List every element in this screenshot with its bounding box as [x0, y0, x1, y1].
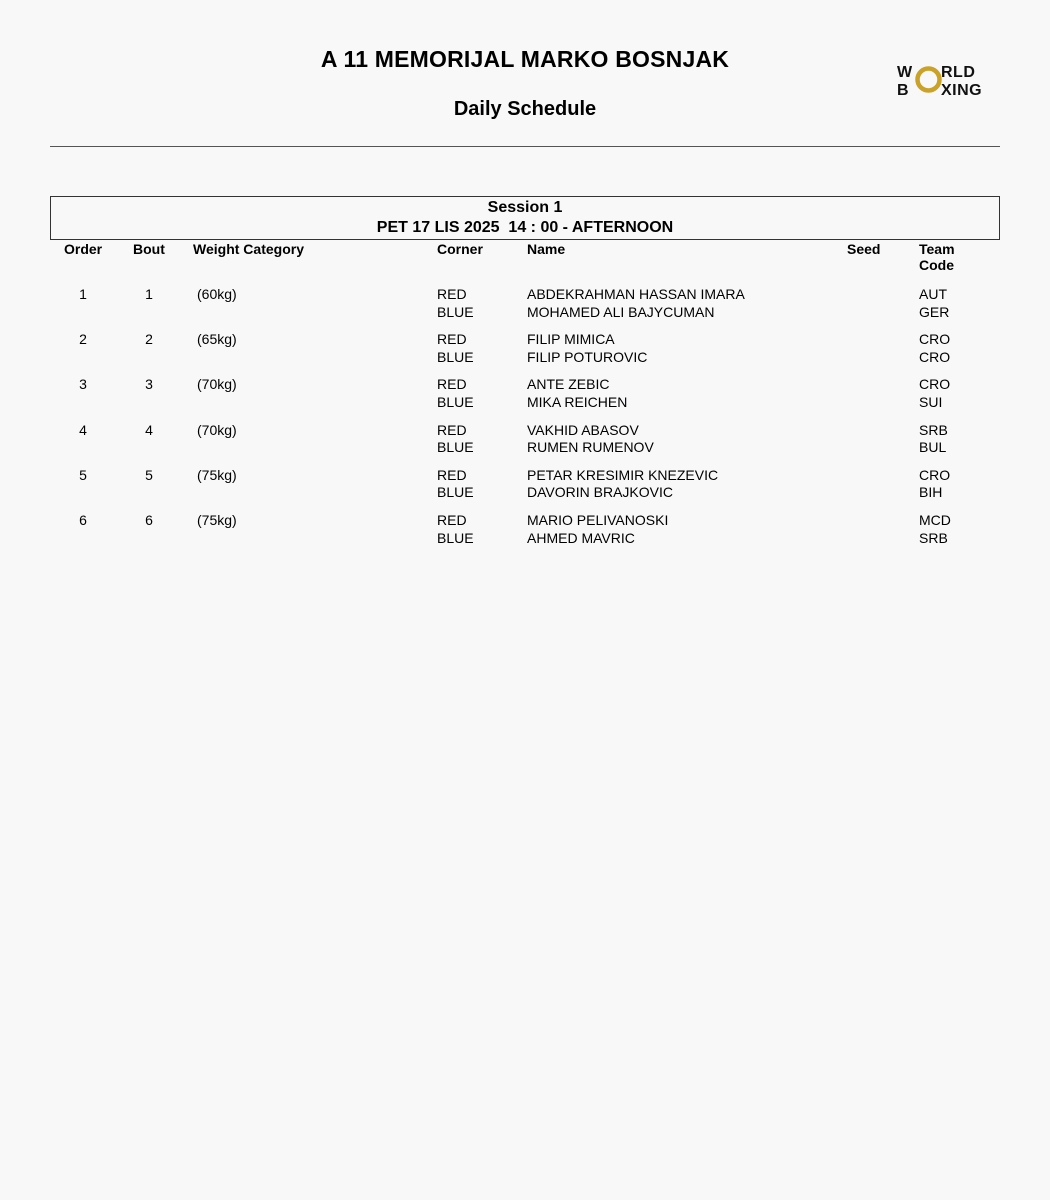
bout-weight-category: (65kg) [197, 331, 237, 348]
blue-boxer-name: MOHAMED ALI BAJYCUMAN [527, 303, 715, 320]
column-header-name: Name [527, 241, 566, 257]
column-header-team-code [919, 241, 955, 273]
column-header-weight-category: Weight Category [193, 241, 304, 257]
blue-team-code: BIH [919, 484, 943, 501]
red-team-code: CRO [919, 331, 951, 348]
bout-order: 1 [79, 286, 87, 302]
red-team-code: CRO [919, 376, 951, 393]
blue-corner-label: BLUE [437, 529, 474, 546]
bout-weight-category: (60kg) [197, 286, 237, 302]
bout-weight-category: (75kg) [197, 466, 237, 483]
red-corner-label: RED [437, 376, 467, 393]
bout-order: 6 [79, 512, 87, 528]
bout-number: 5 [145, 466, 153, 483]
bout-number: 3 [145, 376, 153, 393]
bout-number: 4 [145, 421, 153, 438]
column-header-order: Order [64, 241, 103, 257]
blue-boxer-name: AHMED MAVRIC [527, 529, 635, 546]
red-team-code: MCD [919, 512, 951, 528]
header-divider [50, 146, 1000, 147]
session-date: PET 17 LIS 2025 14 : 00 - AFTERNOON [376, 219, 674, 236]
column-header-corner: Corner [437, 241, 483, 257]
bout-order: 5 [79, 466, 87, 483]
bout-weight-category: (70kg) [197, 376, 237, 393]
document-subtitle: Daily Schedule [453, 98, 597, 120]
blue-team-code: BUL [919, 439, 947, 456]
session-header [50, 196, 1000, 240]
red-boxer-name: FILIP MIMICA [527, 331, 615, 348]
red-team-code: AUT [919, 286, 947, 302]
bout-number: 1 [145, 286, 153, 302]
red-boxer-name: VAKHID ABASOV [527, 421, 639, 438]
red-boxer-name: ABDEKRAHMAN HASSAN IMARA [527, 286, 745, 302]
blue-corner-label: BLUE [437, 484, 474, 501]
blue-boxer-name: RUMEN RUMENOV [527, 439, 654, 456]
red-corner-label: RED [437, 286, 467, 302]
blue-corner-label: BLUE [437, 303, 474, 320]
red-corner-label: RED [437, 331, 467, 348]
document-title: A 11 MEMORIJAL MARKO BOSNJAK [320, 46, 730, 72]
blue-boxer-name: FILIP POTUROVIC [527, 348, 648, 365]
svg-text:W: W [897, 64, 913, 81]
bout-weight-category: (70kg) [197, 421, 237, 438]
column-header-team-line2: Code [919, 257, 954, 273]
blue-team-code: GER [919, 303, 950, 320]
world-boxing-logo [895, 60, 1005, 100]
blue-corner-label: BLUE [437, 393, 474, 410]
red-corner-label: RED [437, 466, 467, 483]
red-corner-label: RED [437, 512, 467, 528]
blue-team-code: SUI [919, 393, 943, 410]
bout-order: 4 [79, 421, 87, 438]
blue-boxer-name: DAVORIN BRAJKOVIC [527, 484, 673, 501]
blue-team-code: CRO [919, 348, 951, 365]
red-team-code: CRO [919, 466, 951, 483]
red-boxer-name: PETAR KRESIMIR KNEZEVIC [527, 466, 719, 483]
svg-text:RLD: RLD [941, 64, 976, 81]
bout-weight-category: (75kg) [197, 512, 237, 528]
column-header-team-line1: Team [919, 241, 955, 257]
session-title: Session 1 [487, 199, 563, 216]
red-corner-label: RED [437, 421, 467, 438]
column-header-seed: Seed [847, 241, 881, 257]
bout-order: 3 [79, 376, 87, 393]
red-boxer-name: ANTE ZEBIC [527, 376, 610, 393]
red-team-code: SRB [919, 421, 948, 438]
column-header-bout: Bout [133, 241, 165, 257]
blue-corner-label: BLUE [437, 348, 474, 365]
blue-boxer-name: MIKA REICHEN [527, 393, 628, 410]
bout-number: 6 [145, 512, 153, 528]
svg-text:XING: XING [941, 82, 983, 99]
blue-corner-label: BLUE [437, 439, 474, 456]
bout-order: 2 [79, 331, 87, 348]
bout-number: 2 [145, 331, 153, 348]
blue-team-code: SRB [919, 529, 948, 546]
svg-text:B: B [897, 82, 909, 99]
red-boxer-name: MARIO PELIVANOSKI [527, 512, 669, 528]
